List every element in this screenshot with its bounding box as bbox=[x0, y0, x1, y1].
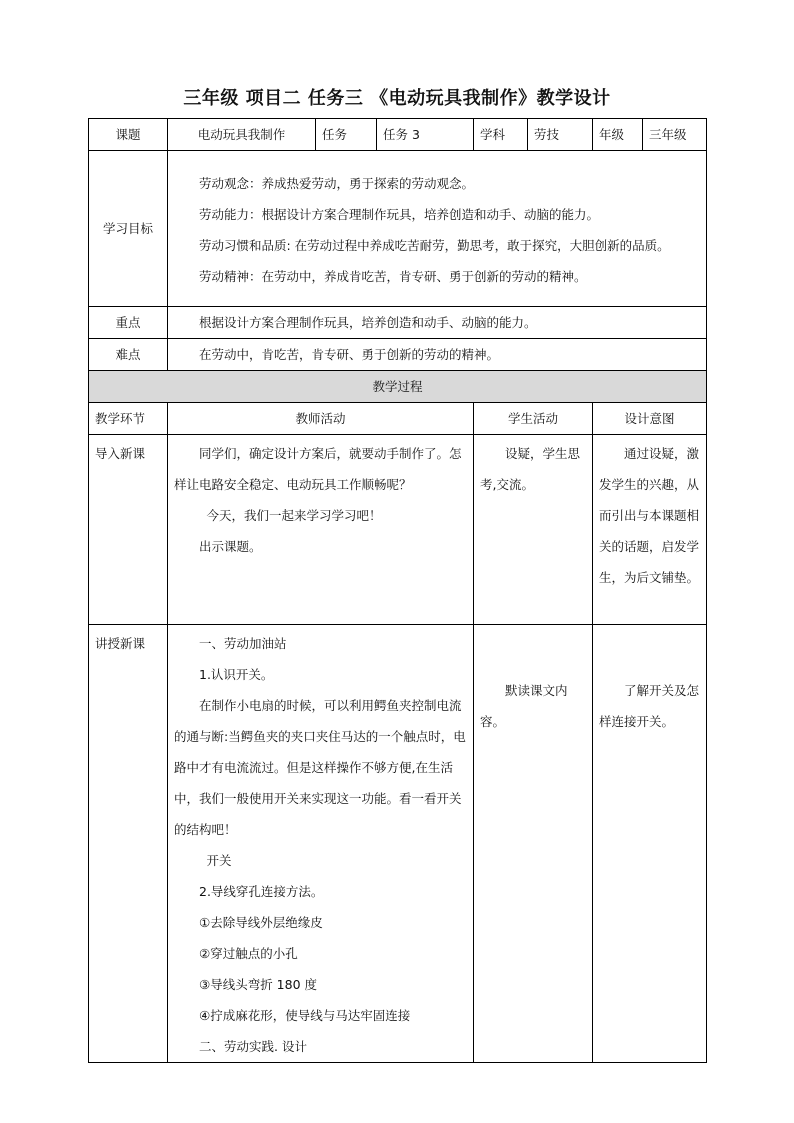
key-point-row bbox=[89, 307, 707, 339]
lecture-student-text: 默读课文内容。 bbox=[480, 683, 568, 729]
process-header: 教学过程 bbox=[89, 371, 707, 403]
lecture-teacher-line: ④拧成麻花形，使导线与马达牢固连接 bbox=[199, 1008, 411, 1023]
intro-student-text: 设疑，学生思考,交流。 bbox=[480, 446, 581, 492]
col-header-teacher: 教师活动 bbox=[168, 403, 474, 435]
lecture-stage: 讲授新课 bbox=[89, 625, 168, 1063]
intro-student bbox=[474, 435, 593, 625]
goal-line: 劳动能力：根据设计方案合理制作玩具，培养创造和动手、动脑的能力。 bbox=[199, 207, 600, 222]
intro-intent bbox=[593, 435, 707, 625]
renwu-label: 任务 bbox=[316, 119, 377, 151]
keti-value: 电动玩具我制作 bbox=[168, 119, 316, 151]
difficulty-label: 难点 bbox=[89, 339, 168, 371]
lecture-teacher bbox=[168, 625, 474, 1063]
difficulty-value: 在劳动中，肯吃苦，肯专研、勇于创新的劳动的精神。 bbox=[168, 339, 707, 371]
lecture-teacher-line: 2.导线穿孔连接方法。 bbox=[199, 884, 324, 899]
lecture-teacher-line: ③导线头弯折 180 度 bbox=[199, 977, 318, 992]
intro-row bbox=[89, 435, 707, 625]
renwu-value: 任务 3 bbox=[377, 119, 474, 151]
intro-stage: 导入新课 bbox=[89, 435, 168, 625]
xueke-label: 学科 bbox=[474, 119, 528, 151]
lecture-teacher-line: 1.认识开关。 bbox=[199, 667, 274, 682]
lecture-teacher-line: 二、劳动实践. 设计 bbox=[199, 1039, 307, 1054]
lecture-intent bbox=[593, 625, 707, 1063]
goals-row bbox=[89, 151, 707, 307]
xueke-value: 劳技 bbox=[528, 119, 593, 151]
document-title: 三年级 项目二 任务三 《电动玩具我制作》教学设计 bbox=[183, 88, 611, 109]
col-header-intent: 设计意图 bbox=[593, 403, 707, 435]
goals-content bbox=[168, 151, 707, 307]
lecture-row bbox=[89, 625, 707, 1063]
lecture-student bbox=[474, 625, 593, 1063]
goal-line: 劳动精神：在劳动中，养成肯吃苦，肯专研、勇于创新的劳动的精神。 bbox=[199, 269, 587, 284]
column-header-row bbox=[89, 403, 707, 435]
intro-teacher-line: 出示课题。 bbox=[199, 539, 262, 554]
goal-line: 劳动观念：养成热爱劳动，勇于探索的劳动观念。 bbox=[199, 176, 475, 191]
lesson-plan-table bbox=[88, 118, 707, 1063]
intro-teacher-line: 今天，我们一起来学习学习吧！ bbox=[206, 508, 382, 523]
goal-line: 劳动习惯和品质: 在劳动过程中养成吃苦耐劳，勤思考，敢于探究，大胆创新的品质。 bbox=[199, 238, 670, 253]
nianji-value: 三年级 bbox=[643, 119, 707, 151]
lecture-teacher-line: 一、劳动加油站 bbox=[199, 636, 287, 651]
process-header-row bbox=[89, 371, 707, 403]
key-point-value: 根据设计方案合理制作玩具，培养创造和动手、动脑的能力。 bbox=[168, 307, 707, 339]
lecture-teacher-line: ②穿过触点的小孔 bbox=[199, 946, 298, 961]
col-header-student: 学生活动 bbox=[474, 403, 593, 435]
info-row bbox=[89, 119, 707, 151]
col-header-stage: 教学环节 bbox=[89, 403, 168, 435]
intro-intent-text: 通过设疑，激发学生的兴趣，从而引出与本课题相关的话题，启发学生，为后文铺垫。 bbox=[599, 446, 700, 585]
lecture-intent-text: 了解开关及怎样连接开关。 bbox=[599, 683, 700, 729]
difficulty-row bbox=[89, 339, 707, 371]
intro-teacher bbox=[168, 435, 474, 625]
nianji-label: 年级 bbox=[593, 119, 643, 151]
intro-teacher-line: 同学们，确定设计方案后，就要动手制作了。怎样让电路安全稳定、电动玩具工作顺畅呢？ bbox=[174, 446, 462, 492]
lecture-teacher-line: 在制作小电扇的时候，可以利用鳄鱼夹控制电流的通与断:当鳄鱼夹的夹口夹住马达的一个触点时，电路中才有电流流过。但是这样操作不够方便,在生活中，我们一般使用开关来实现这一功能。看一看开关的结构吧！ bbox=[174, 698, 466, 837]
lecture-teacher-line: ①去除导线外层绝缘皮 bbox=[199, 915, 323, 930]
goals-label: 学习目标 bbox=[89, 151, 168, 307]
key-point-label: 重点 bbox=[89, 307, 168, 339]
keti-label: 课题 bbox=[89, 119, 168, 151]
lecture-teacher-line: 开关 bbox=[206, 853, 232, 868]
